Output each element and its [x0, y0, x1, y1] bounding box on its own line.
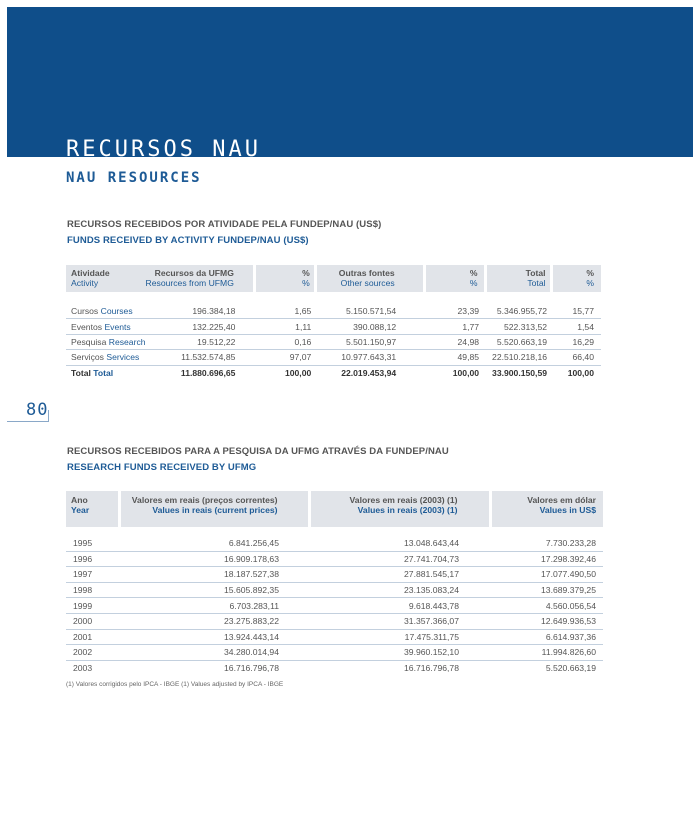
cell-current: 34.280.014,94	[119, 645, 309, 661]
cell-current: 13.924.443,14	[119, 629, 309, 645]
cell-pct: 23,39	[424, 304, 485, 319]
cell-year: 1999	[66, 598, 119, 614]
table1-col-header: %	[586, 268, 594, 278]
table1-col-header-en: Activity	[71, 278, 99, 288]
cell-usd: 17.298.392,46	[490, 551, 603, 567]
research-funds-table	[66, 491, 603, 675]
cell-current: 15.605.892,35	[119, 582, 309, 598]
page-title: RECURSOS NAU	[66, 137, 261, 162]
table2-heading-pt: RECURSOS RECEBIDOS PARA A PESQUISA DA UFMG ATRAVÉS DA FUNDEP/NAU	[67, 446, 449, 457]
table2-col-header: Valores em reais (preços correntes)	[131, 495, 278, 505]
cell-year: 1997	[66, 567, 119, 583]
cell-pct: 66,40	[551, 350, 601, 365]
cell-year: 1998	[66, 582, 119, 598]
table1-col-header-en: Total	[527, 278, 546, 288]
table1-col-header: %	[302, 268, 310, 278]
cell-year: 1995	[66, 536, 119, 551]
table-row	[66, 629, 603, 645]
cell-real2003: 39.960.152,10	[309, 645, 490, 661]
cell-usd: 11.994.826,60	[490, 645, 603, 661]
table-row	[66, 582, 603, 598]
table1-col-header: %	[469, 268, 478, 278]
cell-total: 522.313,52	[485, 319, 551, 334]
activity-label-en: Research	[108, 336, 146, 347]
total-pct: 100,00	[452, 368, 480, 379]
cell-pct: 15,77	[551, 304, 601, 319]
cell-pct: 24,98	[424, 334, 485, 349]
table1-col-header-en: %	[302, 278, 310, 288]
table1-col-header: Outras fontes	[338, 268, 395, 278]
cell-pct: 49,85	[424, 350, 485, 365]
activity-label-en: Courses	[100, 306, 133, 317]
cell-ufmg: 132.225,40	[146, 319, 255, 334]
cell-year: 2000	[66, 613, 119, 629]
cell-year: 1996	[66, 551, 119, 567]
table2-col-header-en: Values in reais (current prices)	[152, 505, 278, 515]
table1-col-header-en: Resources from UFMG	[145, 278, 234, 288]
header-banner	[7, 7, 693, 157]
cell-year: 2003	[73, 663, 93, 674]
cell-current: 6.703.283,11	[119, 598, 309, 614]
table1-col-header-en: %	[469, 278, 478, 288]
page-number-rule	[7, 421, 49, 422]
cell-usd: 12.649.936,53	[490, 613, 603, 629]
cell-usd: 17.077.490,50	[490, 567, 603, 583]
cell-pct: 1,54	[551, 319, 601, 334]
total-label-en: Total	[93, 368, 114, 379]
table2-col-header: Ano	[71, 495, 88, 505]
cell-pct: 1,11	[254, 319, 315, 334]
cell-total: 5.346.955,72	[485, 304, 551, 319]
cell-usd: 5.520.663,19	[545, 663, 596, 674]
cell-real2003: 31.357.366,07	[309, 613, 490, 629]
cell-real2003: 23.135.083,24	[309, 582, 490, 598]
cell-other: 390.088,12	[315, 319, 424, 334]
cell-other: 5.150.571,54	[315, 304, 424, 319]
total-row	[66, 365, 601, 381]
cell-ufmg: 19.512,22	[146, 334, 255, 349]
table-row	[66, 567, 603, 583]
cell-real2003: 13.048.643,44	[309, 536, 490, 551]
cell-pct: 16,29	[551, 334, 601, 349]
cell-pct: 97,07	[254, 350, 315, 365]
table2-header-row	[66, 491, 603, 527]
cell-current: 16.909.178,63	[119, 551, 309, 567]
cell-ufmg: 196.384,18	[146, 304, 255, 319]
cell-other: 5.501.150,97	[315, 334, 424, 349]
table-row	[66, 551, 603, 567]
table1-heading-pt: RECURSOS RECEBIDOS POR ATIVIDADE PELA FUNDEP/NAU (US$)	[67, 219, 382, 230]
cell-usd: 13.689.379,25	[490, 582, 603, 598]
activity-label-en: Services	[106, 352, 140, 363]
footnote: (1) Valores corrigidos pelo IPCA - IBGE (1) Values adjusted by IPCA - IBGE	[66, 681, 284, 688]
total-pct: 100,00	[284, 368, 312, 379]
table-row	[66, 536, 603, 551]
table2-col-header-en: Values in US$	[539, 505, 596, 515]
table1-heading-en: FUNDS RECEIVED BY ACTIVITY FUNDEP/NAU (US$)	[67, 235, 309, 246]
cell-usd: 6.614.937,36	[490, 629, 603, 645]
table-row	[66, 334, 601, 349]
table-row	[66, 645, 603, 661]
activity-label-en: Events	[104, 321, 131, 332]
activity-label: Eventos	[71, 321, 103, 332]
cell-real2003: 27.881.545,17	[309, 567, 490, 583]
total-pct: 100,00	[567, 368, 594, 379]
table-row	[66, 660, 603, 675]
table2-heading-en: RESEARCH FUNDS RECEIVED BY UFMG	[67, 462, 257, 473]
cell-real2003: 9.618.443,78	[309, 598, 490, 614]
table1-col-header: Total	[525, 268, 546, 278]
table-row	[66, 613, 603, 629]
cell-ufmg: 11.532.574,85	[146, 350, 255, 365]
activity-funds-table	[66, 265, 601, 381]
cell-current: 23.275.883,22	[119, 613, 309, 629]
cell-year: 2002	[66, 645, 119, 661]
table1-col-header: Recursos da UFMG	[154, 268, 234, 278]
cell-total: 5.520.663,19	[485, 334, 551, 349]
cell-current: 18.187.527,38	[119, 567, 309, 583]
cell-current: 6.841.256,45	[119, 536, 309, 551]
activity-label: Cursos	[71, 306, 99, 317]
table1-header-row	[66, 265, 601, 292]
cell-real2003: 17.475.311,75	[309, 629, 490, 645]
total-ufmg: 11.880.696,65	[180, 368, 236, 379]
activity-label: Serviços	[71, 352, 104, 363]
page-number: 80	[26, 400, 49, 420]
table1-col-header-en: %	[586, 278, 594, 288]
table2-col-header: Valores em reais (2003) (1)	[349, 495, 458, 505]
activity-label: Pesquisa	[71, 336, 107, 347]
total-other: 22.019.453,94	[341, 368, 397, 379]
table-row	[66, 319, 601, 334]
page-subtitle: NAU RESOURCES	[66, 170, 202, 186]
cell-usd: 7.730.233,28	[490, 536, 603, 551]
cell-pct: 1,77	[424, 319, 485, 334]
total-label: Total	[71, 368, 91, 379]
cell-usd: 4.560.056,54	[490, 598, 603, 614]
table-row	[66, 350, 601, 365]
table2-col-header-en: Year	[71, 505, 90, 515]
cell-other: 10.977.643,31	[315, 350, 424, 365]
table-row	[66, 598, 603, 614]
table2-col-header-en: Values in reais (2003) (1)	[357, 505, 458, 515]
cell-current: 16.716.796,78	[224, 663, 279, 674]
table-row	[66, 304, 601, 319]
cell-total: 22.510.218,16	[485, 350, 551, 365]
cell-year: 2001	[66, 629, 119, 645]
table2-col-header: Valores em dólar	[527, 495, 596, 505]
table1-col-header-en: Other sources	[340, 278, 395, 288]
cell-real2003: 16.716.796,78	[404, 663, 459, 674]
cell-pct: 1,65	[254, 304, 315, 319]
page-number-tick	[48, 410, 49, 422]
table1-col-header: Atividade	[71, 268, 110, 278]
cell-real2003: 27.741.704,73	[309, 551, 490, 567]
cell-pct: 0,16	[254, 334, 315, 349]
total-total: 33.900.150,59	[492, 368, 548, 379]
